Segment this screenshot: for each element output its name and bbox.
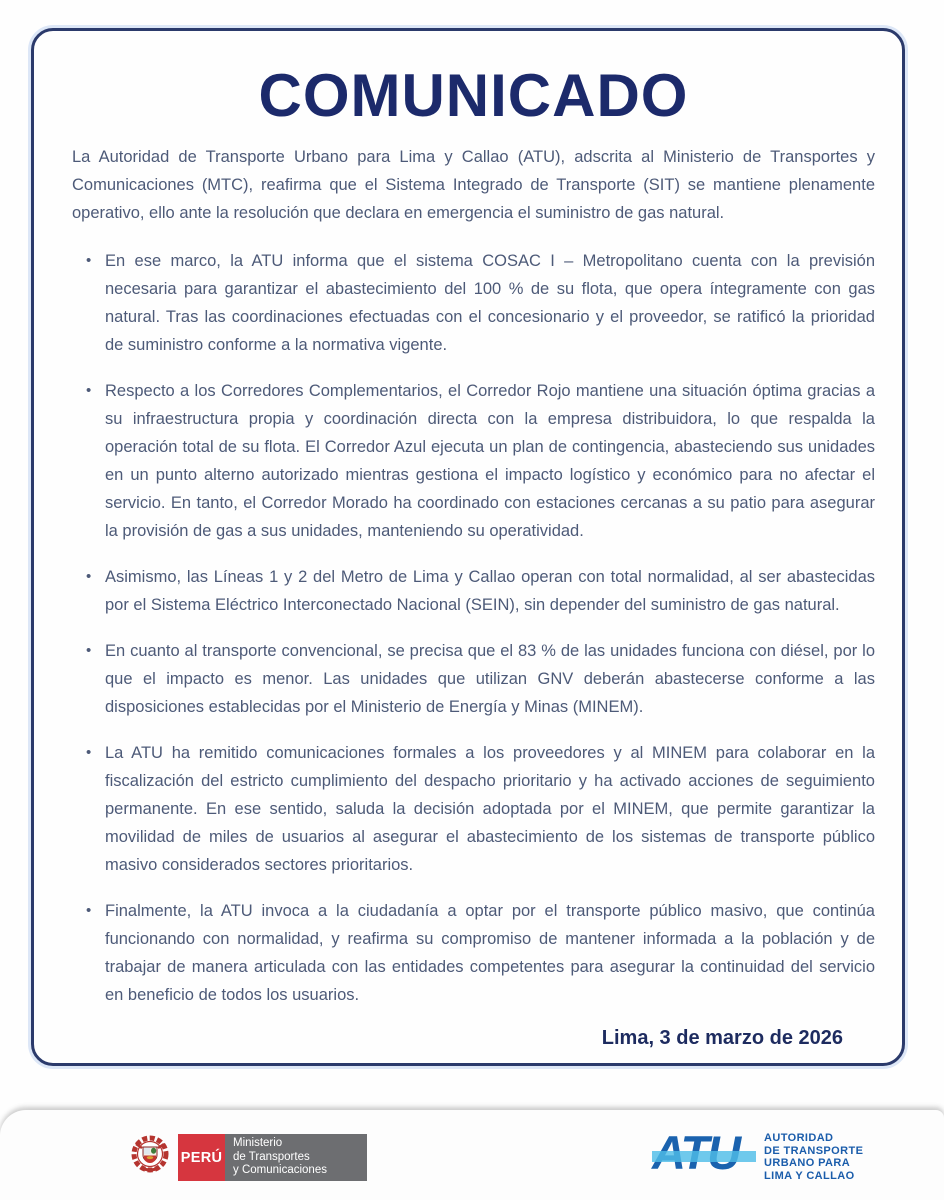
- bullet-list: [72, 247, 875, 1009]
- page-title: COMUNICADO: [258, 62, 689, 129]
- atu-full-name: [764, 1132, 863, 1182]
- mtc-logo: [128, 1134, 367, 1181]
- bullet-item-convencional: • En cuanto al transporte convencional, se precisa que el 83 % de las unidades funciona con diésel, por lo que el impacto es menor. Las unidades que utilizan GNV deberán abastecerse conforme a las disposiciones establecidas por el Ministerio de Energía y Minas (MINEM).: [72, 637, 875, 721]
- bullet-item-metro: • Asimismo, las Líneas 1 y 2 del Metro de Lima y Callao operan con total normalidad, al ser abastecidas por el Sistema Eléctrico Interconectado Nacional (SEIN), sin depender del suministro de gas natural.: [72, 563, 875, 619]
- atu-name-line: AUTORIDAD: [764, 1132, 834, 1144]
- dateline: Lima, 3 de marzo de 2026: [601, 1027, 843, 1049]
- intro-paragraph: La Autoridad de Transporte Urbano para Lima y Callao (ATU), adscrita al Ministerio de Transportes y Comunicaciones (MTC), reafirma que el Sistema Integrado de Transporte (SIT) se mantiene plenamente operativo, ello ante la resolución que declara en emergencia el suministro de gas natural.: [72, 148, 875, 222]
- bullet-item-ciudadania: • Finalmente, la ATU invoca a la ciudadanía a optar por el transporte público masivo, que continúa funcionando con normalidad, y reafirma su compromiso de mantener informada a la población y de trabajar de manera articulada con las entidades competentes para asegurar la continuidad del servicio en beneficio de todos los usuarios.: [72, 897, 875, 1009]
- atu-logo: [652, 1132, 863, 1182]
- atu-name-line: URBANO PARA: [764, 1157, 851, 1169]
- atu-logo-icon: [652, 1134, 756, 1180]
- ministry-name-line: y Comunicaciones: [233, 1164, 327, 1177]
- atu-stripe-decoration: [652, 1151, 756, 1162]
- peru-label: PERÚ: [178, 1134, 225, 1181]
- bullet-item-fiscalizacion: • La ATU ha remitido comunicaciones formales a los proveedores y al MINEM para colaborar en la fiscalización del estricto cumplimiento del despacho prioritario y ha activado acciones de seguimiento permanente. En ese sentido, saluda la decisión adoptada por el MINEM, que permite garantizar la movilidad de miles de usuarios al asegurar el abastecimiento de los sistemas de transporte público masivo considerados sectores prioritarios.: [72, 739, 875, 879]
- atu-name-line: LIMA Y CALLAO: [764, 1169, 855, 1182]
- ministry-name-line: de Transportes: [233, 1150, 310, 1163]
- atu-name-line: DE TRANSPORTE: [764, 1144, 864, 1157]
- ministry-name: [225, 1134, 367, 1181]
- ministry-name-line: Ministerio: [233, 1137, 283, 1150]
- document-frame: [31, 28, 905, 1066]
- bullet-item-cosac: • En ese marco, la ATU informa que el sistema COSAC I – Metropolitano cuenta con la previsión necesaria para garantizar el abastecimiento del 100 % de su flota, que opera íntegramente con gas natural. Tras las coordinaciones efectuadas con el concesionario y el proveedor, se ratificó la prioridad de suministro conforme a la normativa vigente.: [72, 247, 875, 359]
- bullet-item-corredores: • Respecto a los Corredores Complementarios, el Corredor Rojo mantiene una situación óptima gracias a su infraestructura propia y coordinación directa con la empresa distribuidora, lo que respalda la operación total de su flota. El Corredor Azul ejecuta un plan de contingencia, abasteciendo sus unidades en un punto alterno autorizado mientras gestiona el impacto logístico y económico para no afectar el servicio. En tanto, el Corredor Morado ha coordinado con estaciones cercanas a su patio para asegurar la provisión de gas a sus unidades, manteniendo su operatividad.: [72, 377, 875, 545]
- footer: [0, 1110, 944, 1200]
- peru-coat-of-arms-icon: [128, 1134, 172, 1181]
